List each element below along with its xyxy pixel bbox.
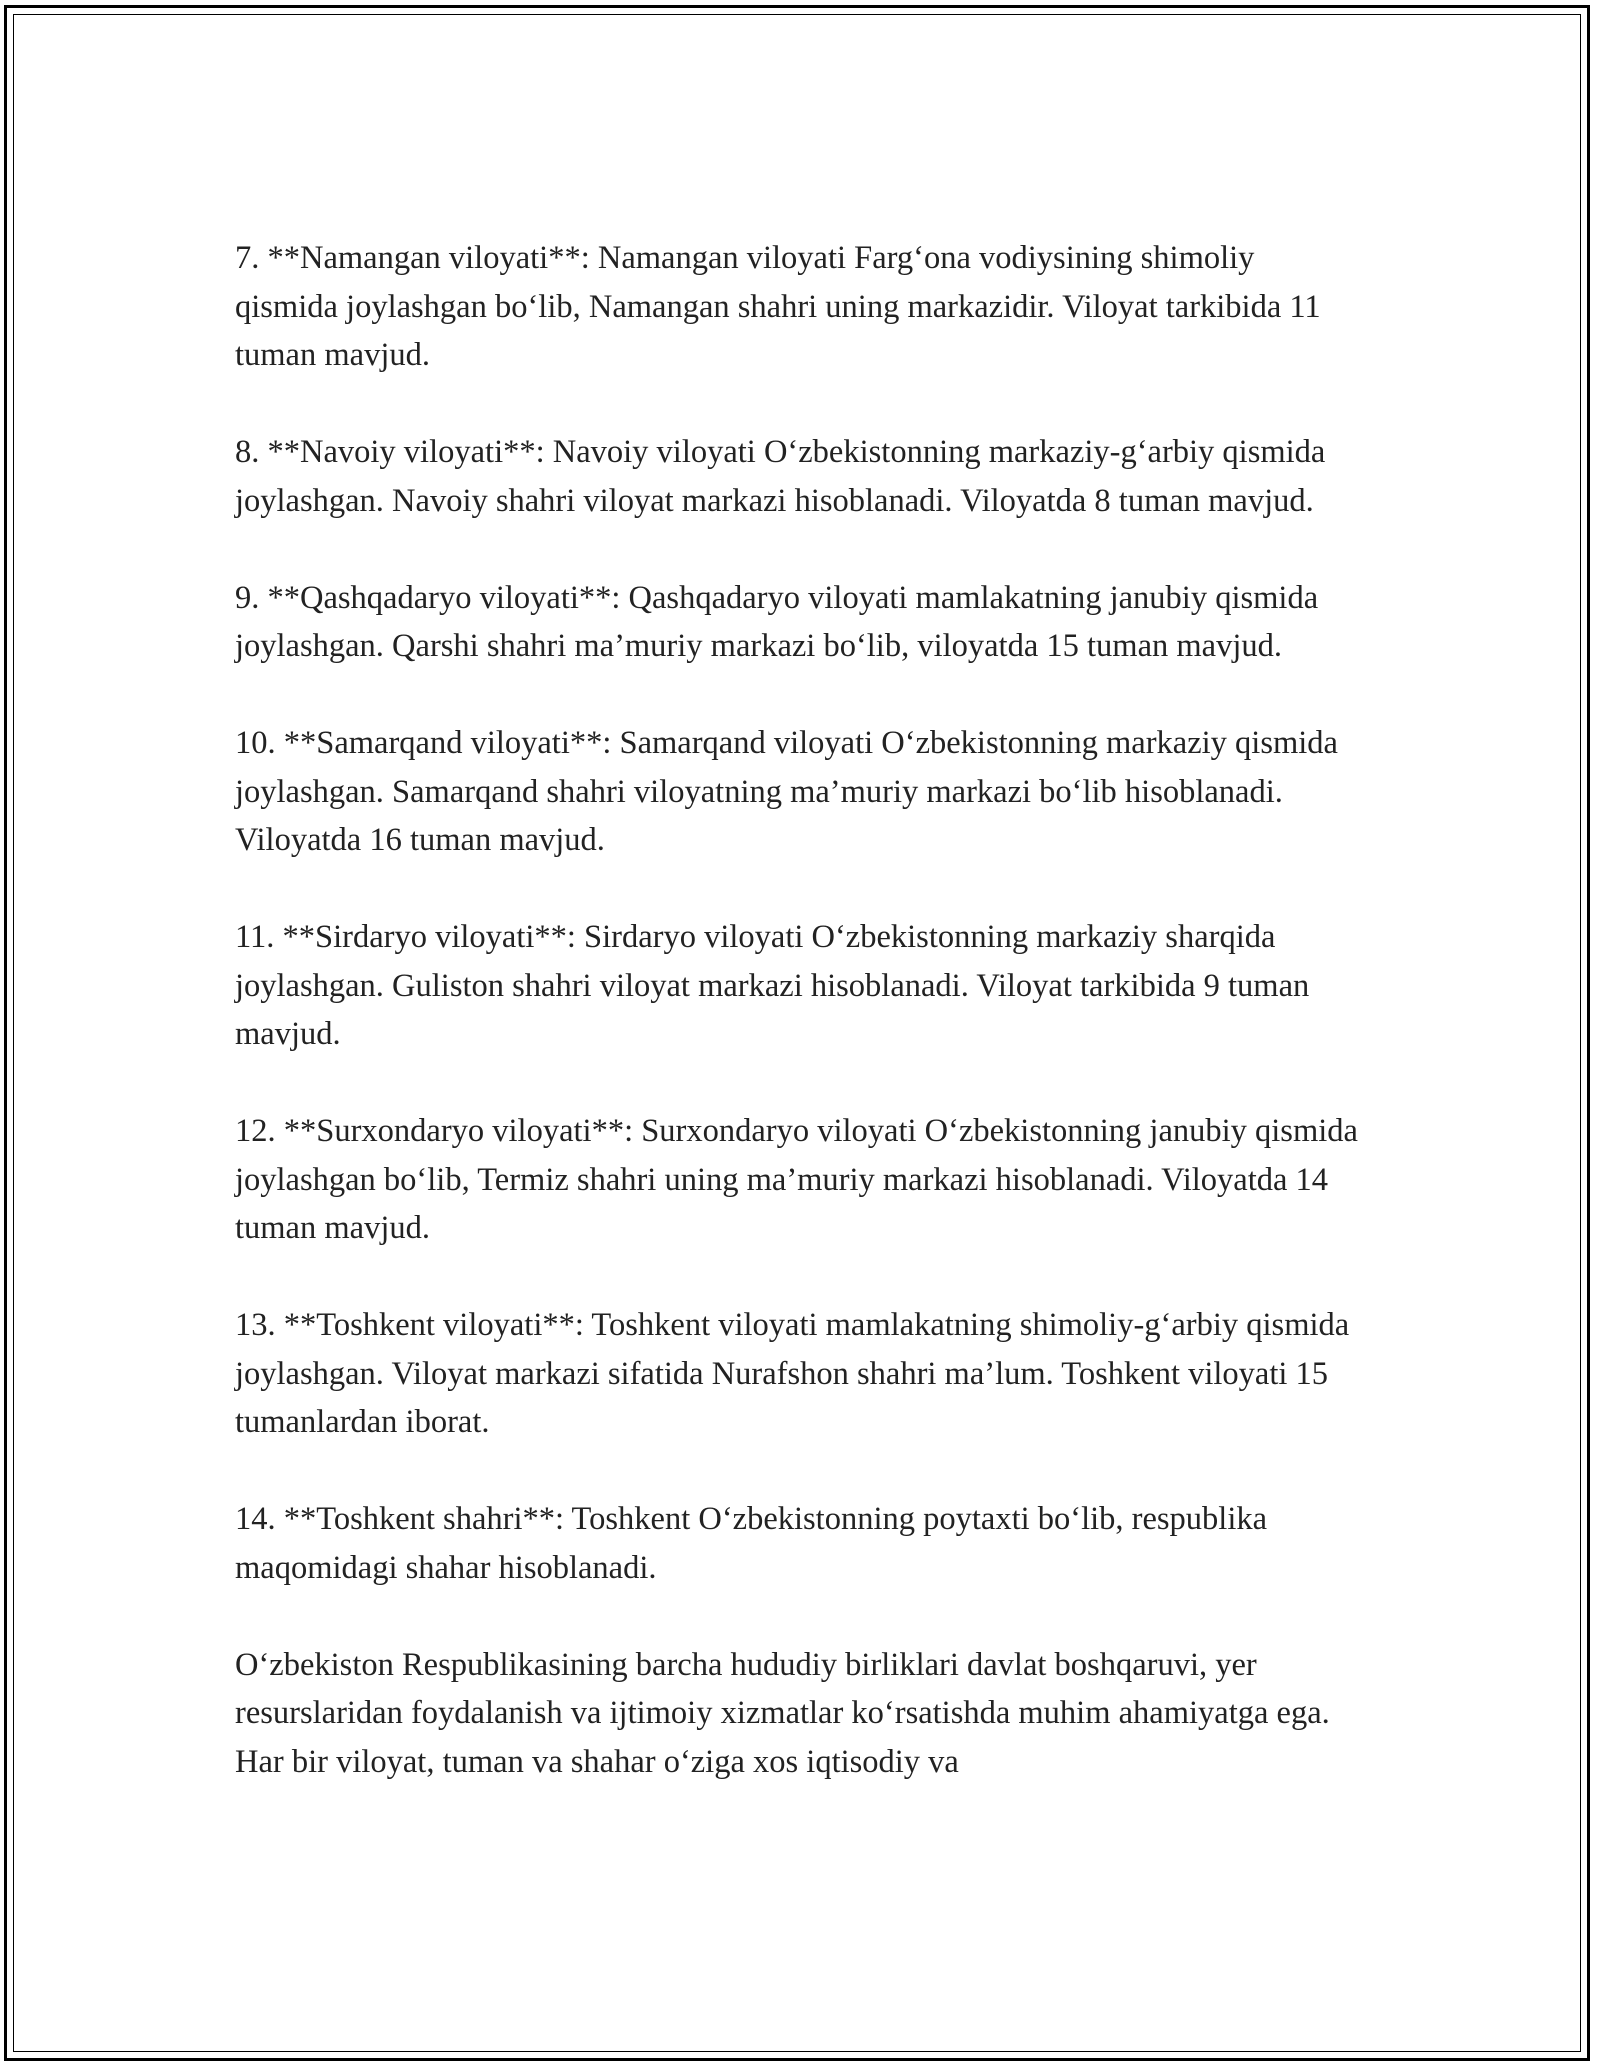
paragraph-qashqadaryo: 9. **Qashqadaryo viloyati**: Qashqadaryo viloyati mamlakatning janubiy qismida joylashgan. Qarshi shahri ma’muriy markazi bo‘lib, viloyatda 15 tuman mavjud.	[235, 579, 1319, 664]
paragraph-surxondaryo: 12. **Surxondaryo viloyati**: Surxondaryo viloyati O‘zbekistonning janubiy qismida joylashgan bo‘lib, Termiz shahri uning ma’muriy markazi hisoblanadi. Viloyatda 14 tuman mavjud.	[235, 1113, 1358, 1246]
paragraph-samarqand: 10. **Samarqand viloyati**: Samarqand viloyati O‘zbekistonning markaziy qismida joylashgan. Samarqand shahri viloyatning ma’muriy markazi bo‘lib hisoblanadi. Viloyatda 16 tuman mavjud.	[235, 725, 1338, 858]
paragraph-namangan: 7. **Namangan viloyati**: Namangan viloyati Farg‘ona vodiysining shimoliy qismida joylashgan bo‘lib, Namangan shahri uning markazidir. Viloyat tarkibida 11 tuman mavjud.	[235, 240, 1321, 373]
paragraph-navoiy: 8. **Navoiy viloyati**: Navoiy viloyati O‘zbekistonning markaziy-g‘arbiy qismida joylashgan. Navoiy shahri viloyat markazi hisoblanadi. Viloyatda 8 tuman mavjud.	[235, 434, 1326, 519]
paragraph-conclusion: O‘zbekiston Respublikasining barcha hududiy birliklari davlat boshqaruvi, yer resurslaridan foydalanish va ijtimoiy xizmatlar ko‘rsatishda muhim ahamiyatga ega. Har bir viloyat, tuman va shahar o‘ziga xos iqtisodiy va	[235, 1646, 1330, 1780]
paragraph-toshkent-shahri: 14. **Toshkent shahri**: Toshkent O‘zbekistonning poytaxti bo‘lib, respublika maqomidagi shahar hisoblanadi.	[235, 1501, 1268, 1586]
paragraph-toshkent-viloyati: 13. **Toshkent viloyati**: Toshkent viloyati mamlakatning shimoliy-g‘arbiy qismida joylashgan. Viloyat markazi sifatida Nurafshon shahri ma’lum. Toshkent viloyati 15 tumanlardan iborat.	[235, 1307, 1350, 1440]
document-body	[235, 234, 1365, 1786]
paragraph-sirdaryo: 11. **Sirdaryo viloyati**: Sirdaryo viloyati O‘zbekistonning markaziy sharqida joylashgan. Guliston shahri viloyat markazi hisoblanadi. Viloyat tarkibida 9 tuman mavjud.	[235, 919, 1310, 1052]
